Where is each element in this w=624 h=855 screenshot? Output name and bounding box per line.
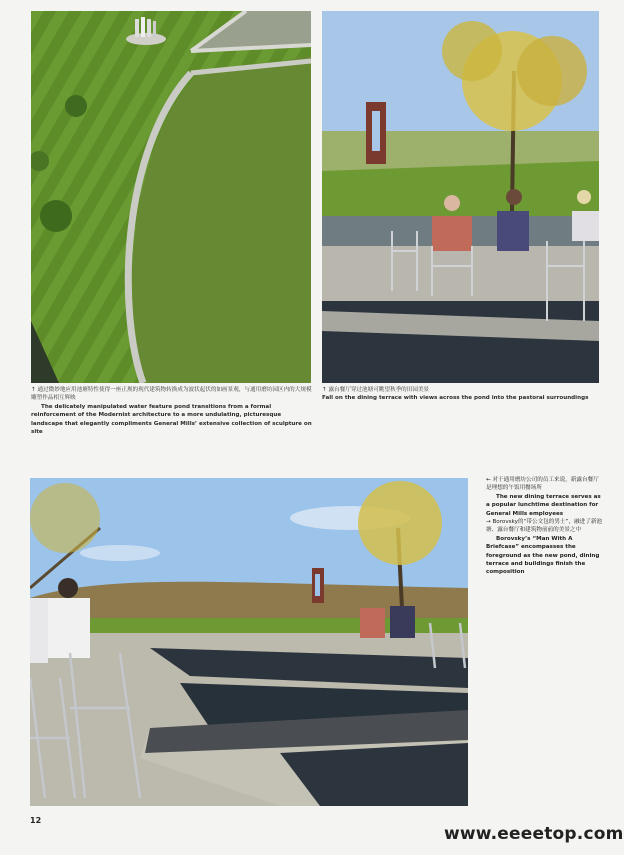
caption-zh: ↑ 露台餐厅穿过池塘可眺望秋季的田园美景	[322, 387, 430, 393]
side-zh-1: ← 对于通用磨坊公司的员工来说，新露台餐厅是理想的午饭用餐场所	[486, 477, 599, 492]
side-zh-2: → Borovsky的“带公文包的男士”，融进了新池塘、露台餐厅和建筑物前前的美景之中	[486, 519, 603, 534]
watermark: www.eeeetop.com	[444, 824, 624, 844]
side-en-1: The new dining terrace serves as a popular lunchtime destination for General Mills employees	[486, 493, 601, 517]
caption-dining-terrace	[322, 386, 599, 403]
photo-dining-terrace	[322, 11, 599, 383]
page-number: 12	[30, 816, 42, 825]
photo-aerial-lawn	[31, 11, 311, 383]
caption-en: Fall on the dining terrace with views across the pond into the pastoral surroundings	[322, 395, 589, 402]
caption-en: The delicately manipulated water feature pond transitions from a formal reinforcement of the Modernist architecture to a more undulating, picturesque landscape that elegantly compliments General Mills’ extensive collection of sculpture on site	[31, 403, 312, 436]
photo-pond-sculpture	[30, 478, 468, 806]
caption-zh: ↑ 通过微妙地应用池塘特性使得一座正规的现代建筑物转换成为波状起伏的如画景观，与通用磨坊园区内的大规模雕塑作品相互辉映	[31, 387, 312, 402]
side-text	[486, 476, 604, 577]
side-en-2: Borovsky’s “Man With A Briefcase” encompasses the foreground as the new pond, dining terrace and buildings finish the composition	[486, 535, 600, 576]
caption-aerial-lawn	[31, 386, 313, 436]
